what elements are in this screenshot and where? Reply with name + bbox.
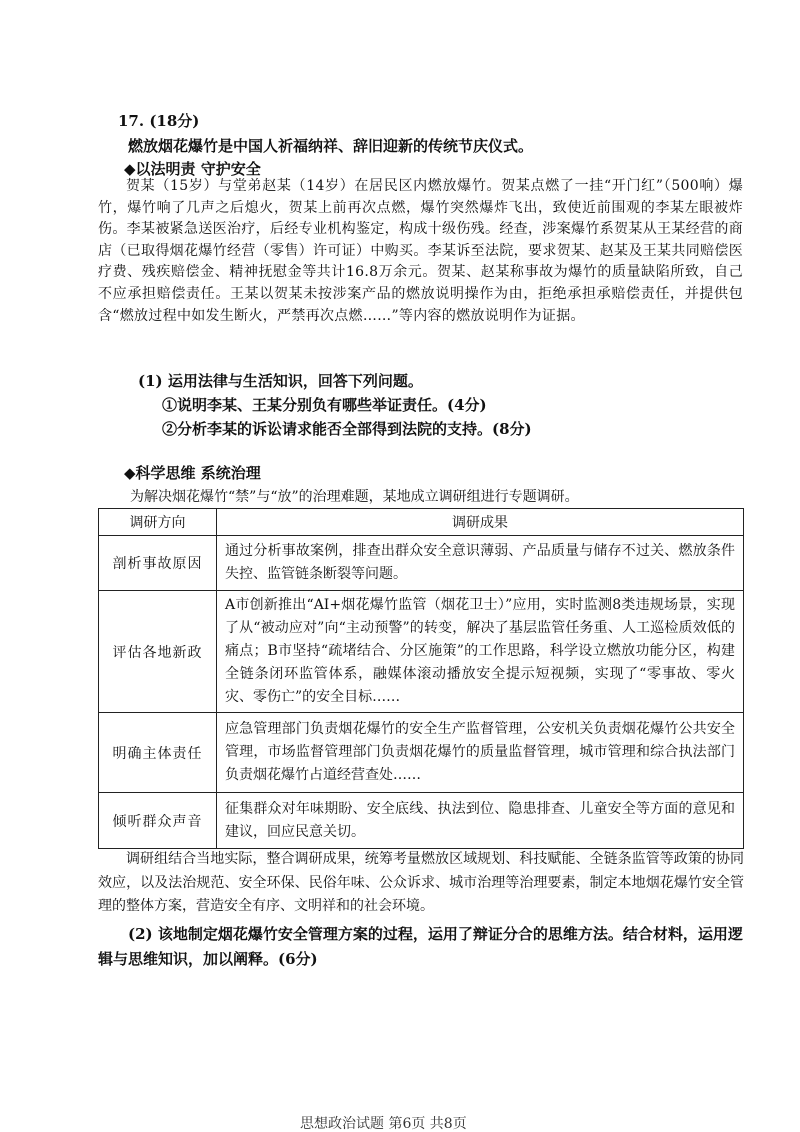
task-2-prompt: (2) 该地制定烟花爆竹安全管理方案的过程，运用了辩证分合的思维方法。结合材料，运用逻辑与思维知识，加以阐释。(6分) [98, 925, 743, 968]
table-intro: 为解决烟花爆竹“禁”与“放”的治理难题，某地成立调研组进行专题调研。 [130, 489, 579, 505]
table-header-row [99, 509, 744, 536]
row-direction: 评估各地新政 [99, 591, 217, 713]
conclusion-paragraph: 调研组结合当地实际，整合调研成果，统筹考量燃放区域规划、科技赋能、全链条监管等政策的协同效应，以及法治规范、安全环保、民俗年味、公众诉求、城市治理等治理要素，制定本地烟花爆竹安全管理的整体方案，营造安全有序、文明祥和的社会环境。 [98, 851, 744, 914]
table-row [99, 713, 744, 793]
task-1-prompt: (1) 运用法律与生活知识，回答下列问题。 [138, 372, 423, 390]
row-result: 应急管理部门负责烟花爆竹的安全生产监督管理，公安机关负责烟花爆竹公共安全管理，市场监督管理部门负责烟花爆竹的质量监督管理，城市管理和综合执法部门负责烟花爆竹占道经营查处…… [217, 713, 744, 793]
case-material: 贺某（15岁）与堂弟赵某（14岁）在居民区内燃放爆竹。贺某点燃了一挂“开门红”（500响）爆竹，爆竹响了几声之后熄火，贺某上前再次点燃，爆竹突然爆炸飞出，致使近前围观的李某左眼被炸伤。李某被紧急送医治疗，后经专业机构鉴定，构成十级伤残。经查，涉案爆竹系贺某从王某经营的商店（已取得烟花爆竹经营（零售）许可证）中购买。李某诉至法院，要求贺某、赵某及王某共同赔偿医疗费、残疾赔偿金、精神抚慰金等共计16.8万余元。贺某、赵某称事故为爆竹的质量缺陷所致，自己不应承担赔偿责任。王某以贺某未按涉案产品的燃放说明操作为由，拒绝承担承赔偿责任，并提供包含“燃放过程中如发生断火，严禁再次点燃……”等内容的燃放说明作为证据。 [98, 178, 743, 324]
question-intro: 燃放烟花爆竹是中国人祈福纳祥、辞旧迎新的传统节庆仪式。 [128, 137, 534, 155]
row-result: A市创新推出“AI+烟花爆竹监管（烟花卫士）”应用，实时监测8类违规场景，实现了从“被动应对”向“主动预警”的转变，解决了基层监管任务重、人工巡检质效低的痛点；B市坚持“疏堵结合、分区施策”的工作思路，科学设立燃放功能分区，构建全链条闭环监管体系，融媒体滚动播放安全提示短视频，实现了“零事故、零火灾、零伤亡”的安全目标…… [217, 591, 744, 713]
table-row [99, 536, 744, 591]
task-1-sub-1: ①说明李某、王某分别负有哪些举证责任。(4分) [162, 396, 487, 414]
survey-table [98, 508, 744, 849]
header-result: 调研成果 [217, 509, 744, 536]
question-number: 17. (18分) [118, 112, 200, 130]
row-direction: 倾听群众声音 [99, 793, 217, 849]
page-footer: 思想政治试题 第6页 共8页 [300, 1116, 467, 1132]
table-row [99, 793, 744, 849]
section-title-thinking: ◆科学思维 系统治理 [124, 464, 261, 482]
section-title-law: ◆以法明责 守护安全 [124, 160, 261, 178]
row-direction: 剖析事故原因 [99, 536, 217, 591]
table-row [99, 591, 744, 713]
task-1-sub-2: ②分析李某的诉讼请求能否全部得到法院的支持。(8分) [162, 420, 532, 438]
header-direction: 调研方向 [99, 509, 217, 536]
row-direction: 明确主体责任 [99, 713, 217, 793]
row-result: 通过分析事故案例，排查出群众安全意识薄弱、产品质量与储存不过关、燃放条件失控、监管链条断裂等问题。 [217, 536, 744, 591]
row-result: 征集群众对年味期盼、安全底线、执法到位、隐患排查、儿童安全等方面的意见和建议，回应民意关切。 [217, 793, 744, 849]
